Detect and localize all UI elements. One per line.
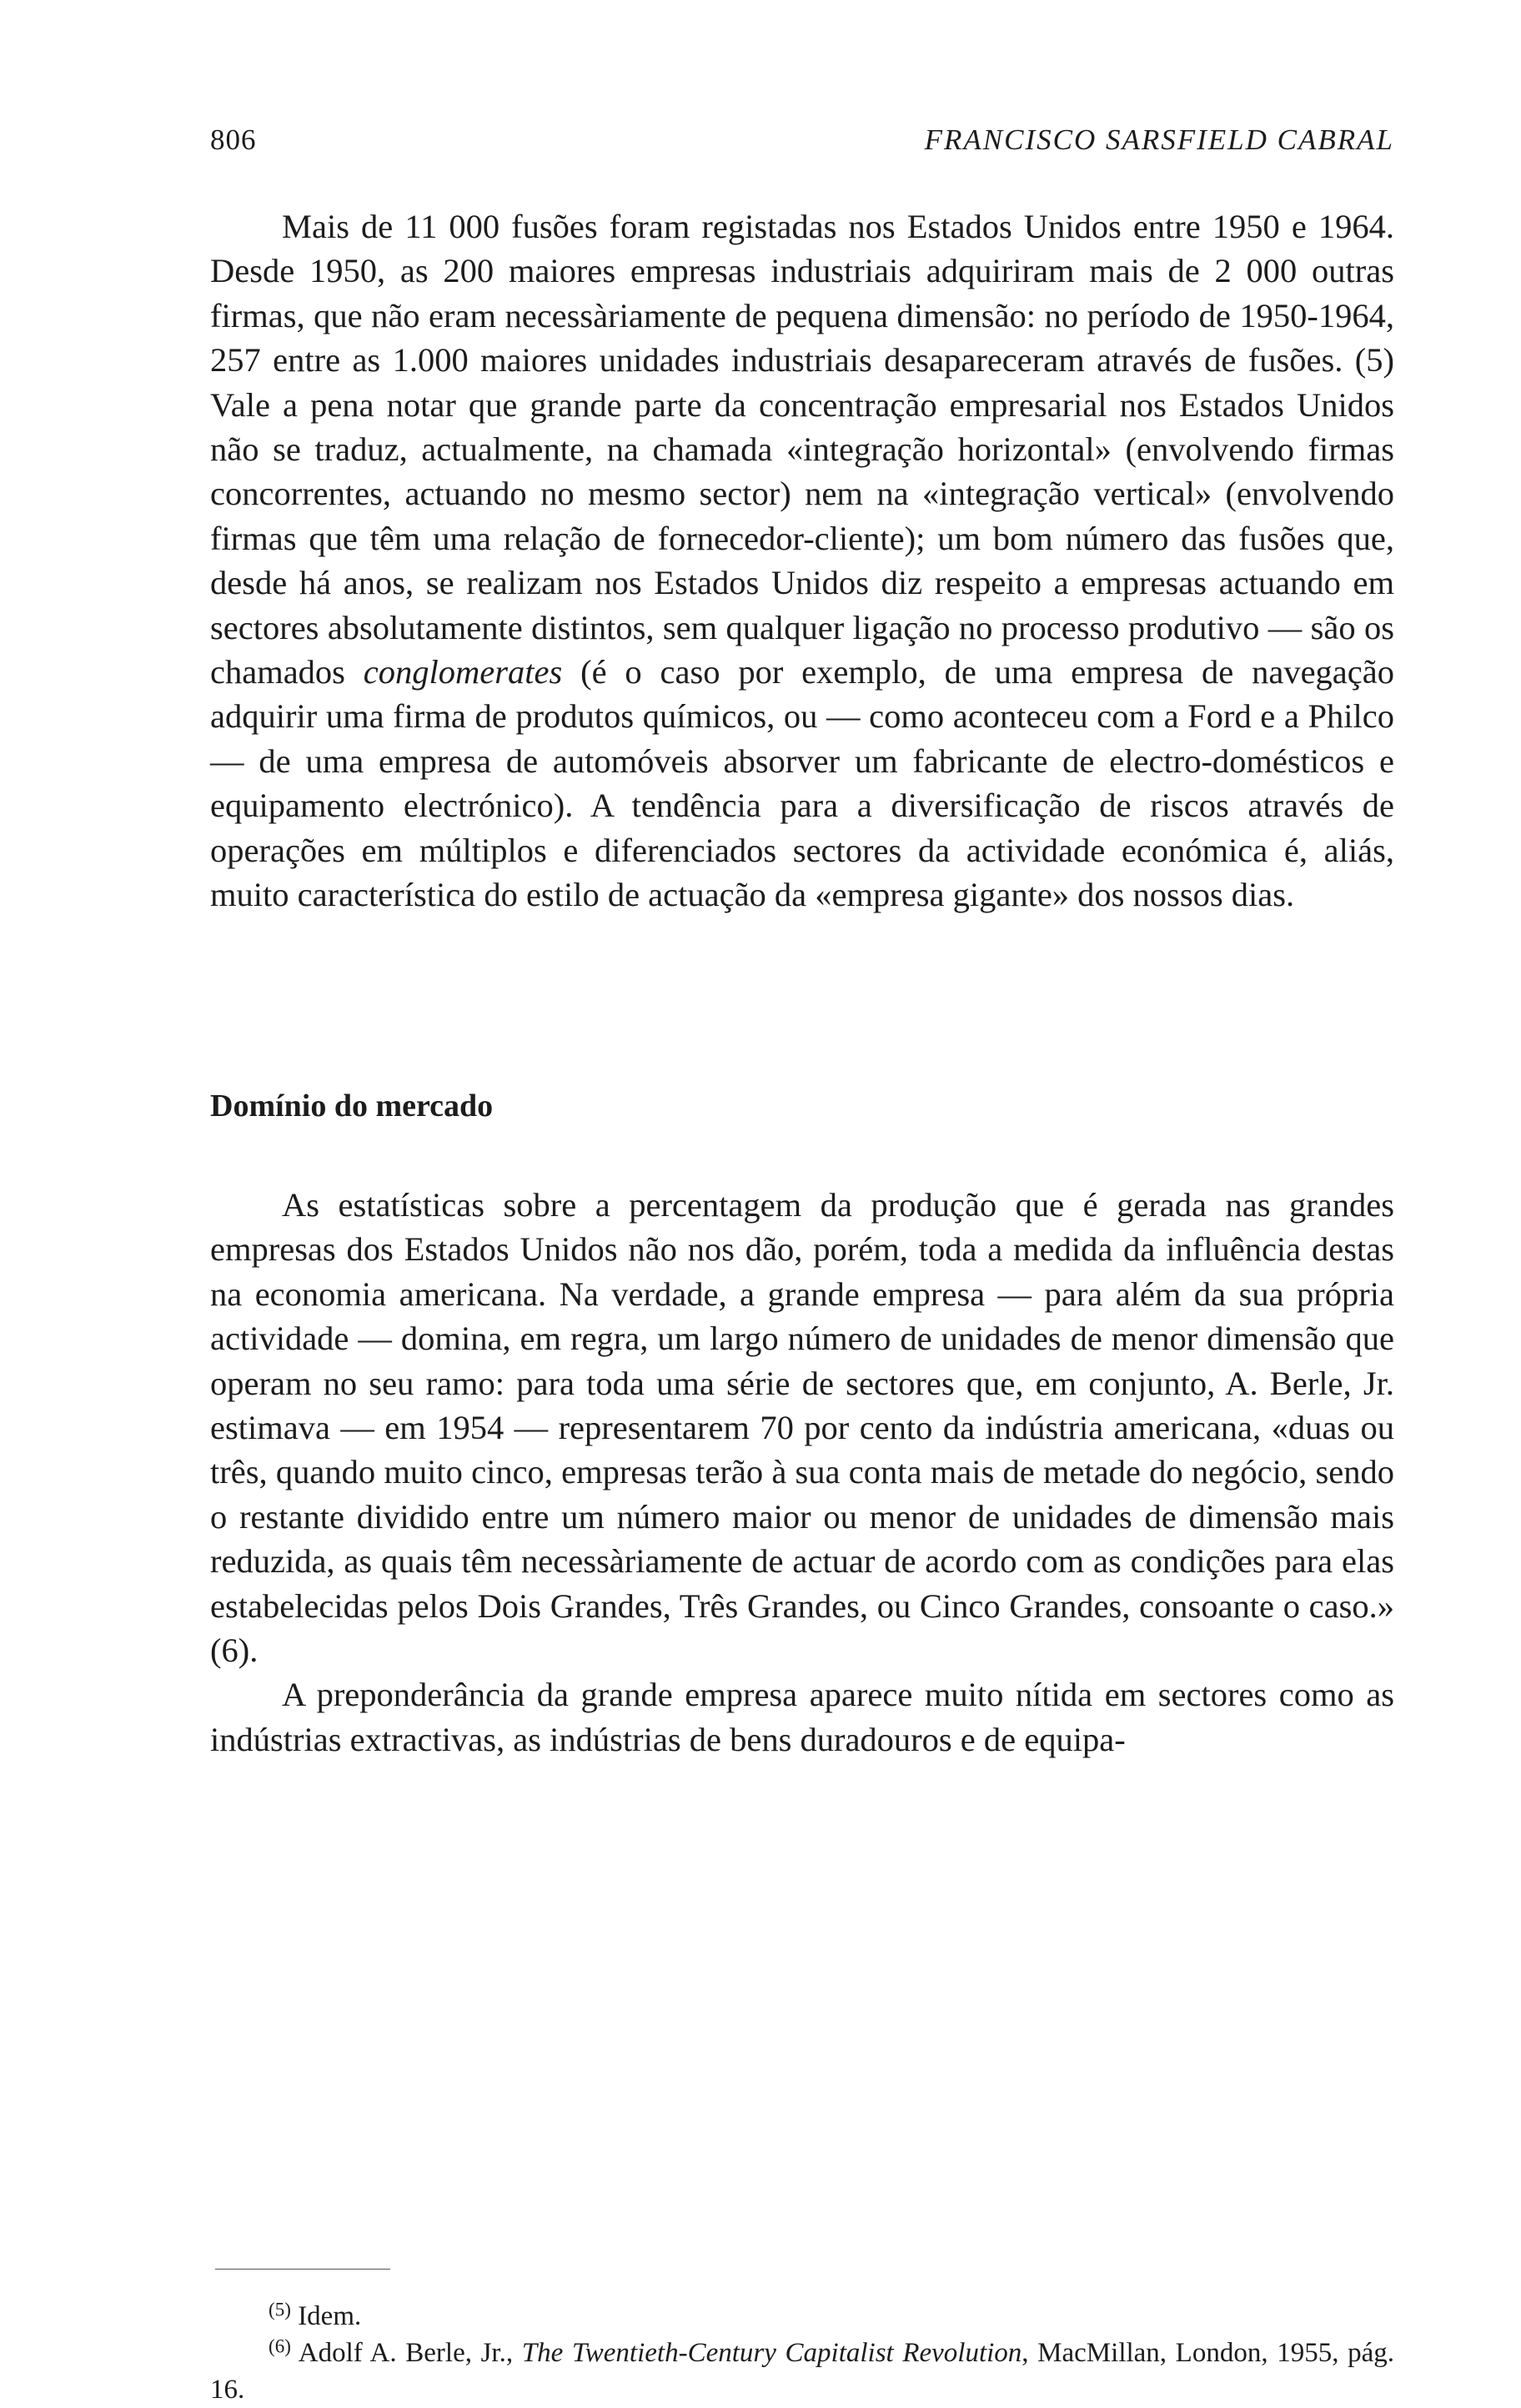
footnote-divider [215,2269,390,2270]
italic-term: conglomerates [363,653,563,691]
section-body [210,1183,1394,1762]
page-header [210,123,1394,173]
body-paragraph-1 [210,204,1394,917]
text-span: . [249,1631,259,1670]
footnote-6 [210,2335,1394,2408]
text-span: Mais de 11 000 fusões foram registadas nos Estados Unidos entre 1950 e 1964. Desde 1950, as 200 maiores empresas industriais adquiriram mais de 2 000 outras firmas, que não eram necessàriamente de pequena dimensão: no período de 1950-1964, 257 entre as 1.000 maiores unidades industriais desapareceram através de fusões. [210,208,1394,380]
footnote-ref-5: (5) [1354,341,1394,380]
footnote-publication: , MacMillan, London, 1955, pág. 16. [210,2338,1394,2405]
running-head: FRANCISCO SARSFIELD CABRAL [924,123,1394,156]
footnotes [210,2298,1394,2408]
footnote-author: Adolf A. Berle, Jr., [290,2338,522,2368]
paragraph [210,1183,1394,1672]
footnote-5 [210,2298,1394,2335]
footnote-ref-6: (6) [210,1631,250,1670]
section-heading: Domínio do mercado [210,1088,494,1124]
text-span: (é o caso por exemplo, de uma empresa de navegação adquirir uma firma de produtos químicos, ou — como aconteceu com a Ford e a Philco — de uma empresa de automóveis absorver um fabricante de electro-domésticos e equipamento electrónico). A tendência para a diversificação de riscos através de operações em múltiplos e diferenciados sectores da actividade económica é, aliás, muito característica do estilo de actuação da «empresa gigante» dos nossos dias. [210,653,1394,914]
paragraph: A preponderância da grande empresa aparece muito nítida em sectores como as indústrias extractivas, as indústrias de bens duradouros e de equipa- [210,1676,1394,1758]
footnote-mark: (5) [269,2298,291,2320]
footnote-book-title: The Twentieth-Century Capitalist Revolution [521,2338,1022,2368]
text-span: Vale a pena notar que grande parte da concentração empresarial nos Estados Unidos não se traduz, actualmente, na chamada «integração horizontal» (envolvendo firmas concorrentes, actuando no mesmo sector) nem na «integração vertical» (envolvendo firmas que têm uma relação de fornecedor-cliente); um bom número das fusões que, desde há anos, se realizam nos Estados Unidos diz respeito a empresas actuando em sectores absolutamente distintos, sem qualquer ligação no processo produtivo — são os chamados [210,385,1394,691]
footnote-text: Idem. [290,2301,362,2331]
page-number: 806 [210,123,257,156]
footnote-mark: (6) [269,2335,291,2357]
paragraph [210,204,1394,917]
text-span: As estatísticas sobre a percentagem da produção que é gerada nas grandes empresas dos Estados Unidos não nos dão, porém, toda a medida da influência destas na economia americana. Na verdade, a grande empresa — para além da sua própria actividade — domina, em regra, um largo número de unidades de menor dimensão que operam no seu ramo: para toda uma série de sectores que, em conjunto, A. Berle, Jr. estimava — em 1954 — representarem 70 por cento da indústria americana, «duas ou três, quando muito cinco, empresas terão à sua conta mais de metade do negócio, sendo o restante dividido entre um número maior ou menor de unidades de dimensão mais reduzida, as quais têm necessàriamente de actuar de acordo com as condições para elas estabelecidas pelos Dois Grandes, Três Grandes, ou Cinco Grandes, consoante o caso.» [210,1186,1394,1625]
